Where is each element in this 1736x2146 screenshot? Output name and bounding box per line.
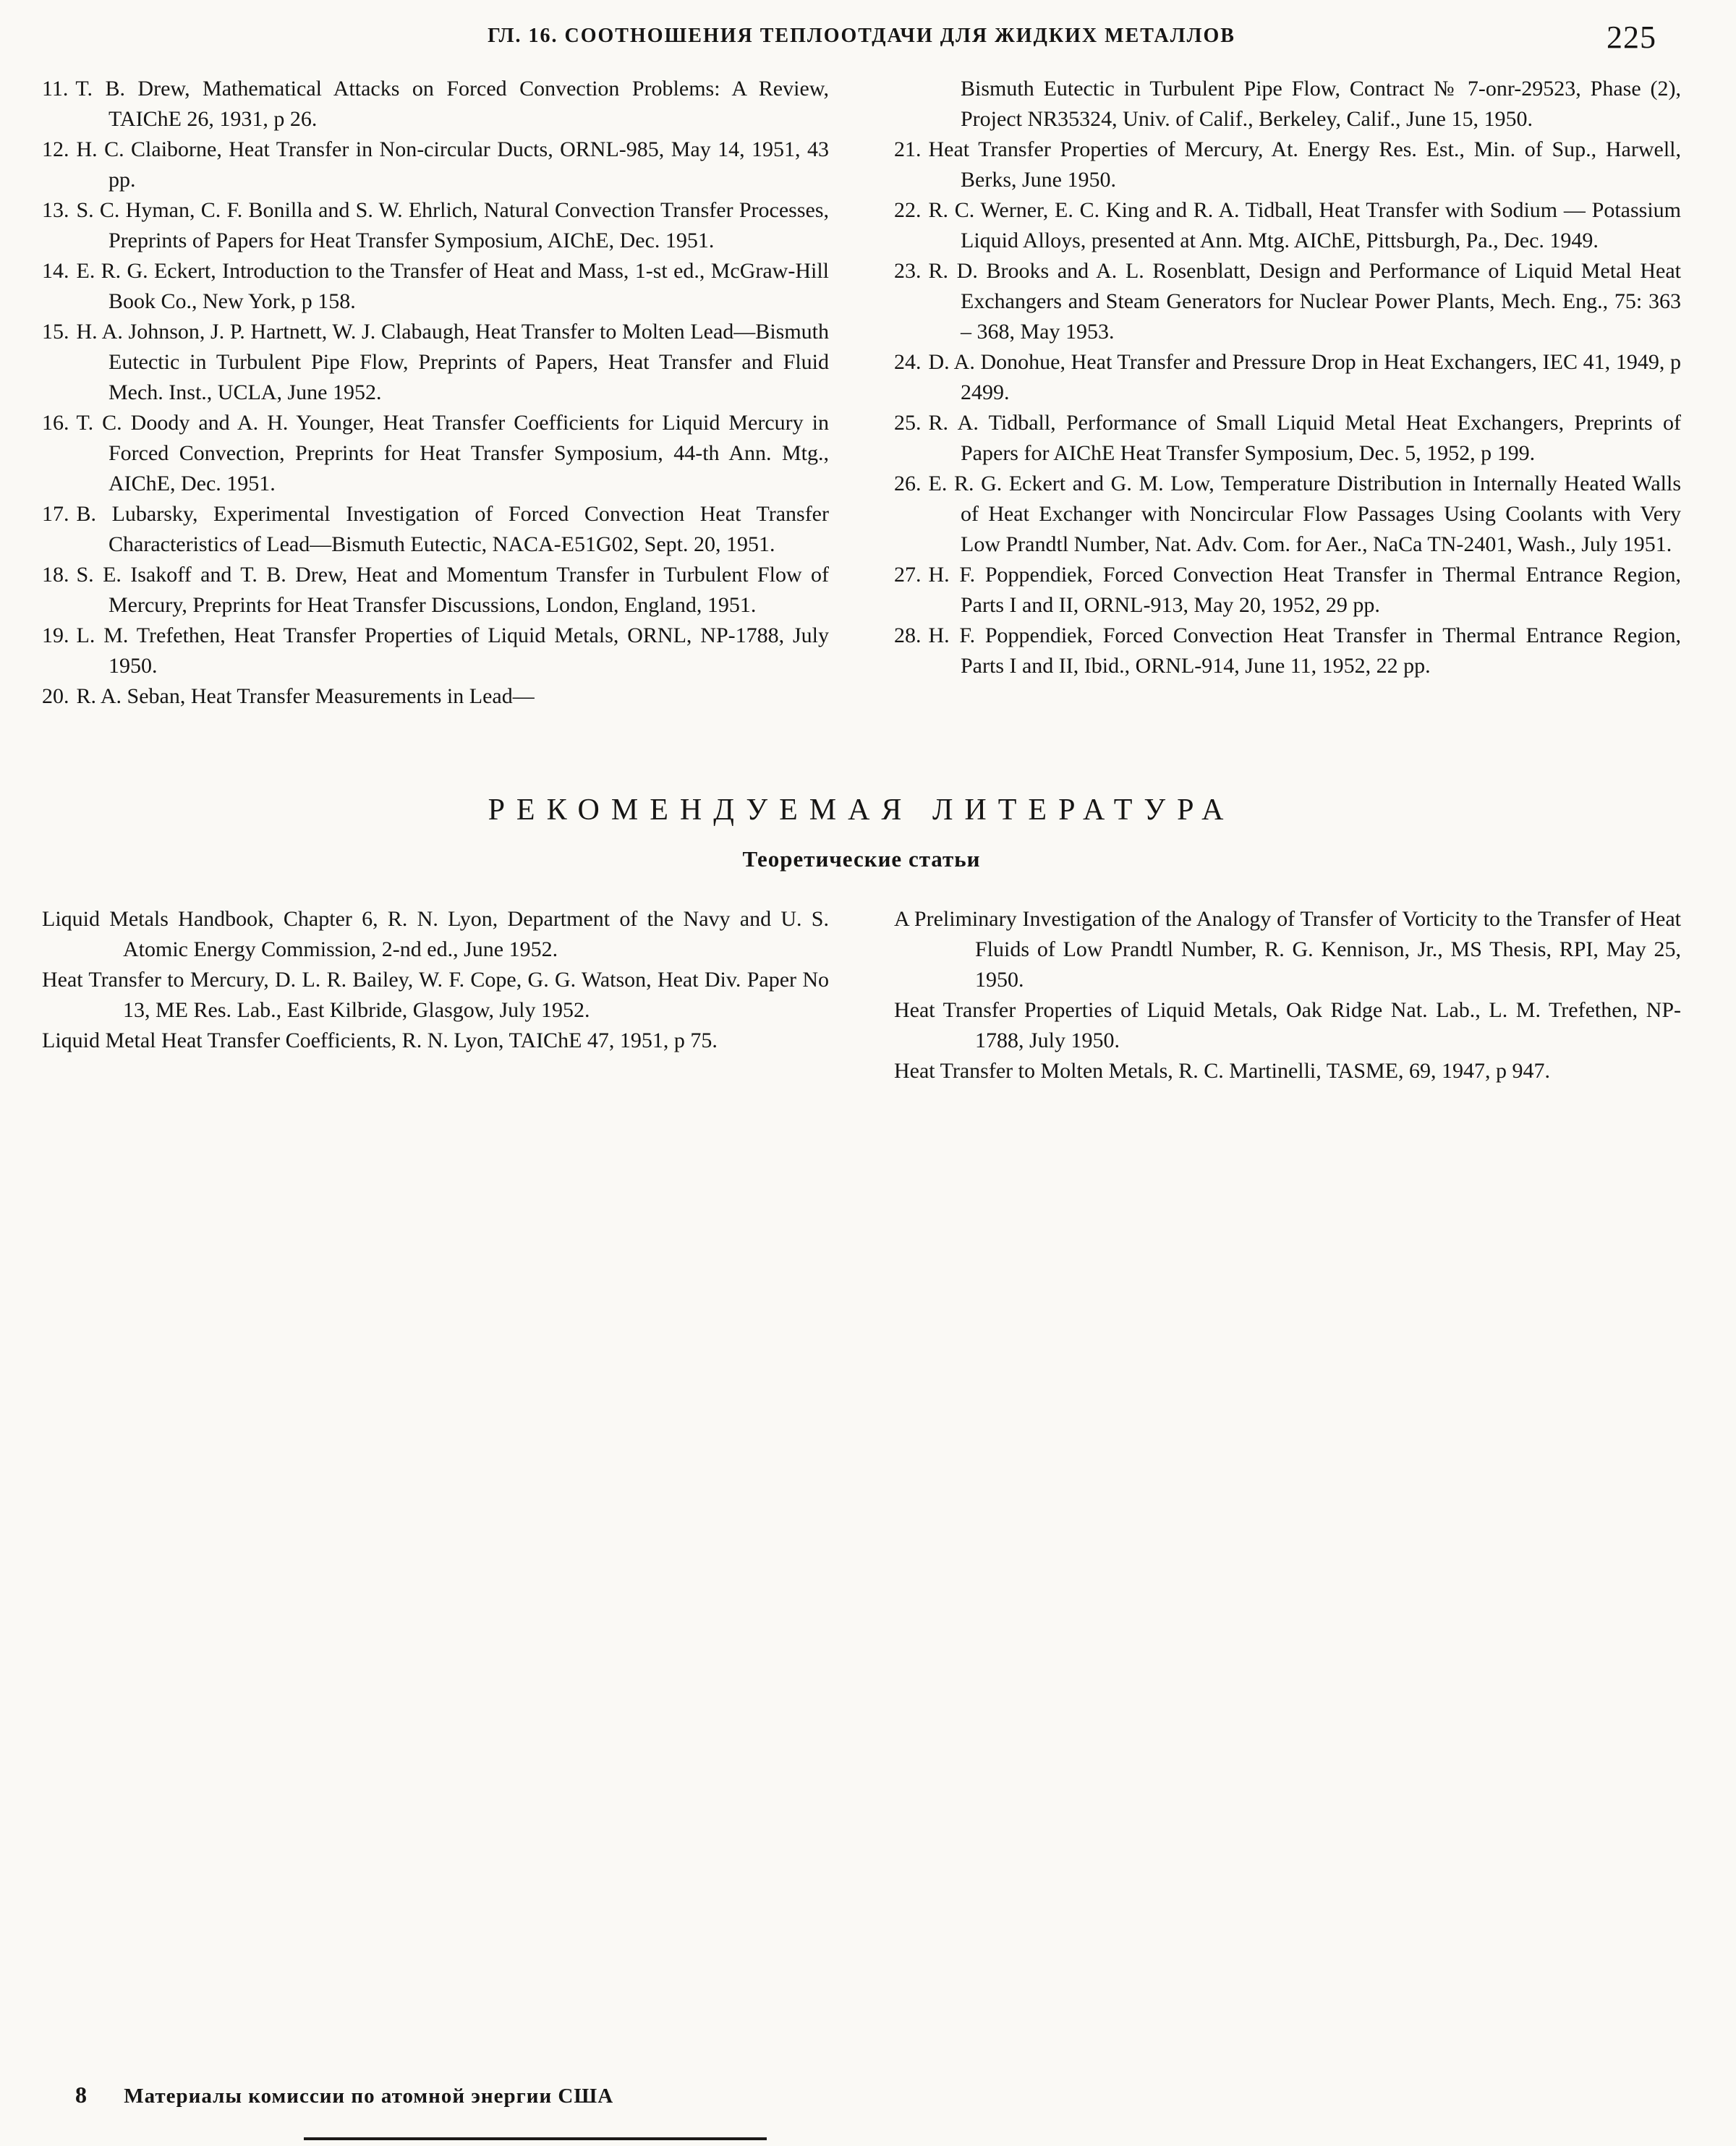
reference-text: S. E. Isakoff and T. B. Drew, Heat and Momentum Transfer in Turbulent Flow of Mercury, Preprints for Heat Transfer Discussions, London, England, 1951. xyxy=(76,563,829,617)
reference-number: 14. xyxy=(42,259,69,283)
reference-text: D. A. Donohue, Heat Transfer and Pressure Drop in Heat Exchangers, IEC 41, 1949, p 2499. xyxy=(928,350,1681,404)
reference-number: 24. xyxy=(894,350,922,374)
reference-text: L. M. Trefethen, Heat Transfer Properties of Liquid Metals, ORNL, NP-1788, July 1950. xyxy=(76,623,829,678)
reference-text: H. F. Poppendiek, Forced Convection Heat Transfer in Thermal Entrance Region, Parts I and II, Ibid., ORNL-914, June 11, 1952, 22 pp. xyxy=(928,623,1681,678)
running-title: ГЛ. 16. СООТНОШЕНИЯ ТЕПЛООТДАЧИ ДЛЯ ЖИДКИХ МЕТАЛЛОВ xyxy=(488,25,1235,47)
reference-entry xyxy=(42,135,829,195)
recommended-literature-title: РЕКОМЕНДУЕМАЯ ЛИТЕРАТУРА xyxy=(488,793,1235,827)
reference-number: 23. xyxy=(894,259,922,283)
reference-text: Bismuth Eutectic in Turbulent Pipe Flow, Contract № 7-onr-29523, Phase (2), Project NR35324, Univ. of Calif., Berkeley, Calif., June 15, 1950. xyxy=(961,77,1681,131)
reference-text: T. B. Drew, Mathematical Attacks on Forced Convection Problems: A Review, TAIChE 26, 1931, p 26. xyxy=(75,77,829,131)
reference-text: E. R. G. Eckert and G. M. Low, Temperature Distribution in Internally Heated Walls of Heat Exchanger with Noncircular Flow Passages Using Coolants with Very Low Prandtl Number, Nat. Adv. Com. for Aer., NaCa TN-2401, Wash., July 1951. xyxy=(928,472,1681,556)
recommended-entry: Heat Transfer to Mercury, D. L. R. Bailey, W. F. Cope, G. G. Watson, Heat Div. Paper No 13, ME Res. Lab., East Kilbride, Glasgow, July 1952. xyxy=(42,968,829,1022)
recommended-entry: Heat Transfer Properties of Liquid Metals, Oak Ridge Nat. Lab., L. M. Trefethen, NP-1788, July 1950. xyxy=(894,998,1681,1052)
reference-text: H. C. Claiborne, Heat Transfer in Non-circular Ducts, ORNL-985, May 14, 1951, 43 pp. xyxy=(76,137,829,192)
recommended-entry: A Preliminary Investigation of the Analogy of Transfer of Vorticity to the Transfer of Heat Fluids of Low Prandtl Number, R. G. Kennison, Jr., MS Thesis, RPI, May 25, 1950. xyxy=(894,907,1681,992)
reference-entry xyxy=(894,408,1681,469)
recommended-literature-section xyxy=(42,793,1681,1086)
reference-entry xyxy=(894,135,1681,195)
recommended-literature-subtitle: Теоретические статьи xyxy=(742,846,981,872)
reference-text: Heat Transfer Properties of Mercury, At. Energy Res. Est., Min. of Sup., Harwell, Berks, June 1950. xyxy=(928,137,1681,192)
reference-number: 22. xyxy=(894,198,922,222)
recommended-entry: Heat Transfer to Molten Metals, R. C. Martinelli, TASME, 69, 1947, p 947. xyxy=(894,1059,1551,1083)
reference-entry xyxy=(42,681,829,712)
reference-number: 26. xyxy=(894,472,922,495)
footer-series-text: Материалы комиссии по атомной энергии США xyxy=(124,2085,614,2108)
reference-number: 28. xyxy=(894,623,922,647)
recommended-entry: Liquid Metal Heat Transfer Coefficients, R. N. Lyon, TAIChE 47, 1951, p 75. xyxy=(42,1029,718,1052)
reference-number: 12. xyxy=(42,137,69,161)
reference-number: 11. xyxy=(42,77,69,101)
recommended-right-column xyxy=(894,904,1681,1086)
reference-text: B. Lubarsky, Experimental Investigation of Forced Convection Heat Transfer Characteristics of Lead—Bismuth Eutectic, NACA-E51G02, Sept. 20, 1951. xyxy=(76,502,829,556)
reference-entry xyxy=(894,195,1681,256)
reference-text: H. F. Poppendiek, Forced Convection Heat Transfer in Thermal Entrance Region, Parts I and II, ORNL-913, May 20, 1952, 29 pp. xyxy=(928,563,1681,617)
reference-entry xyxy=(42,621,829,681)
references-left-column xyxy=(42,74,829,712)
reference-text: R. D. Brooks and A. L. Rosenblatt, Design and Performance of Liquid Metal Heat Exchangers and Steam Generators for Nuclear Power Plants, Mech. Eng., 75: 363 – 368, May 1953. xyxy=(928,259,1681,344)
reference-number: 17. xyxy=(42,502,69,526)
page-number: 225 xyxy=(1607,20,1656,55)
reference-entry xyxy=(894,621,1681,681)
reference-entry xyxy=(42,499,829,560)
reference-entry xyxy=(894,256,1681,347)
reference-text: E. R. G. Eckert, Introduction to the Transfer of Heat and Mass, 1-st ed., McGraw-Hill Book Co., New York, p 158. xyxy=(76,259,829,313)
reference-entry xyxy=(894,347,1681,408)
reference-number: 25. xyxy=(894,411,922,435)
reference-entry xyxy=(42,195,829,256)
reference-number: 15. xyxy=(42,320,69,344)
reference-entry xyxy=(42,408,829,499)
reference-text: H. A. Johnson, J. P. Hartnett, W. J. Clabaugh, Heat Transfer to Molten Lead—Bismuth Eutectic in Turbulent Pipe Flow, Preprints of Papers, Heat Transfer and Fluid Mech. Inst., UCLA, June 1952. xyxy=(76,320,829,404)
references-right-column xyxy=(894,74,1681,712)
reference-entry xyxy=(42,74,829,135)
reference-entry xyxy=(42,256,829,317)
reference-number: 19. xyxy=(42,623,69,647)
bottom-rule xyxy=(304,2137,767,2140)
printer-signature-number: 8 xyxy=(75,2082,88,2108)
reference-text: R. A. Tidball, Performance of Small Liquid Metal Heat Exchangers, Preprints of Papers for AIChE Heat Transfer Symposium, Dec. 5, 1952, p 199. xyxy=(928,411,1681,465)
reference-entry xyxy=(42,560,829,621)
reference-number: 20. xyxy=(42,684,69,708)
page-footer xyxy=(75,2082,613,2108)
recommended-left-column xyxy=(42,904,829,1086)
reference-text: R. A. Seban, Heat Transfer Measurements in Lead— xyxy=(76,684,535,708)
reference-entry xyxy=(894,74,1681,135)
reference-number: 18. xyxy=(42,563,69,587)
references-section xyxy=(42,74,1681,712)
page-header xyxy=(42,19,1681,64)
reference-text: R. C. Werner, E. C. King and R. A. Tidball, Heat Transfer with Sodium — Potassium Liquid Alloys, presented at Ann. Mtg. AIChE, Pittsburgh, Pa., Dec. 1949. xyxy=(928,198,1681,252)
reference-number: 13. xyxy=(42,198,69,222)
recommended-entry: Liquid Metals Handbook, Chapter 6, R. N. Lyon, Department of the Navy and U. S. Atomic Energy Commission, 2-nd ed., June 1952. xyxy=(42,907,829,961)
reference-number: 21. xyxy=(894,137,922,161)
reference-entry xyxy=(894,560,1681,621)
reference-number: 16. xyxy=(42,411,69,435)
reference-text: T. C. Doody and A. H. Younger, Heat Transfer Coefficients for Liquid Mercury in Forced Convection, Preprints for Heat Transfer Symposium, 44-th Ann. Mtg., AIChE, Dec. 1951. xyxy=(76,411,829,495)
reference-text: S. C. Hyman, C. F. Bonilla and S. W. Ehrlich, Natural Convection Transfer Processes, Preprints of Papers for Heat Transfer Symposium, AIChE, Dec. 1951. xyxy=(76,198,829,252)
recommended-columns xyxy=(42,904,1681,1086)
reference-entry xyxy=(42,317,829,408)
reference-entry xyxy=(894,469,1681,560)
reference-number: 27. xyxy=(894,563,922,587)
references-columns xyxy=(42,74,1681,712)
